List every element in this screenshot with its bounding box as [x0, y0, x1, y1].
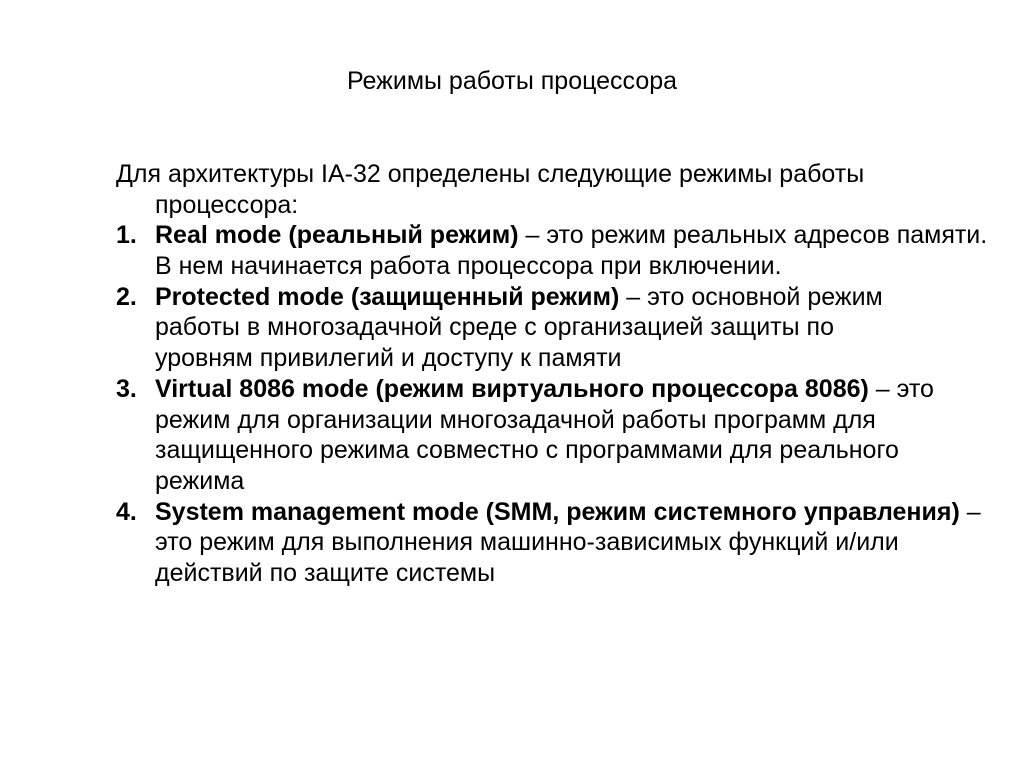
list-item-number: 4. [116, 497, 137, 526]
list-item-lead: – это основной режим [626, 282, 883, 311]
list-item-first-line [116, 220, 1016, 251]
list-item-protected-mode [116, 282, 1016, 374]
list-item-term: Virtual 8086 mode (режим виртуального процессора 8086) [155, 374, 869, 403]
slide-body [116, 159, 1016, 589]
slide-title: Режимы работы процессора [346, 67, 678, 95]
list-item-line: режима [155, 466, 245, 495]
list-item-first-line [116, 282, 1016, 313]
list-item-virtual-8086-mode [116, 374, 1016, 497]
list-item-line: защищенного режима совместно с программами для реального [155, 436, 899, 465]
list-item-line: действий по защите системы [155, 558, 496, 587]
list-item-lead: – [966, 497, 981, 526]
list-item-first-line [116, 497, 1016, 528]
list-item-term: Real mode (реальный режим) [155, 221, 519, 250]
list-item-first-line [116, 374, 1016, 405]
list-item-number: 3. [116, 374, 137, 403]
list-item-real-mode [116, 220, 1016, 281]
list-item-system-management-mode [116, 497, 1016, 589]
list-item-line: работы в многозадачной среде с организацией защиты по [155, 313, 834, 342]
list-item-line: уровням привилегий и доступу к памяти [155, 344, 622, 373]
list-item-number: 2. [116, 282, 137, 311]
list-item-line: В нем начинается работа процессора при включении. [155, 252, 782, 281]
intro-line: Для архитектуры IA-32 определены следующие режимы работы [116, 160, 865, 188]
list-item-line: режим для организации многозадачной работы программ для [155, 405, 876, 434]
list-item-term: System management mode (SMM, режим системного управления) [155, 497, 960, 526]
intro-line: процессора: [155, 190, 299, 219]
list-item-line: это режим для выполнения машинно-зависимых функций и/или [155, 528, 899, 557]
list-item-lead: – это [875, 374, 934, 403]
list-item-term: Protected mode (защищенный режим) [155, 282, 620, 311]
list-item-lead: – это режим реальных адресов памяти. [525, 221, 988, 250]
list-item-number: 1. [116, 221, 137, 250]
